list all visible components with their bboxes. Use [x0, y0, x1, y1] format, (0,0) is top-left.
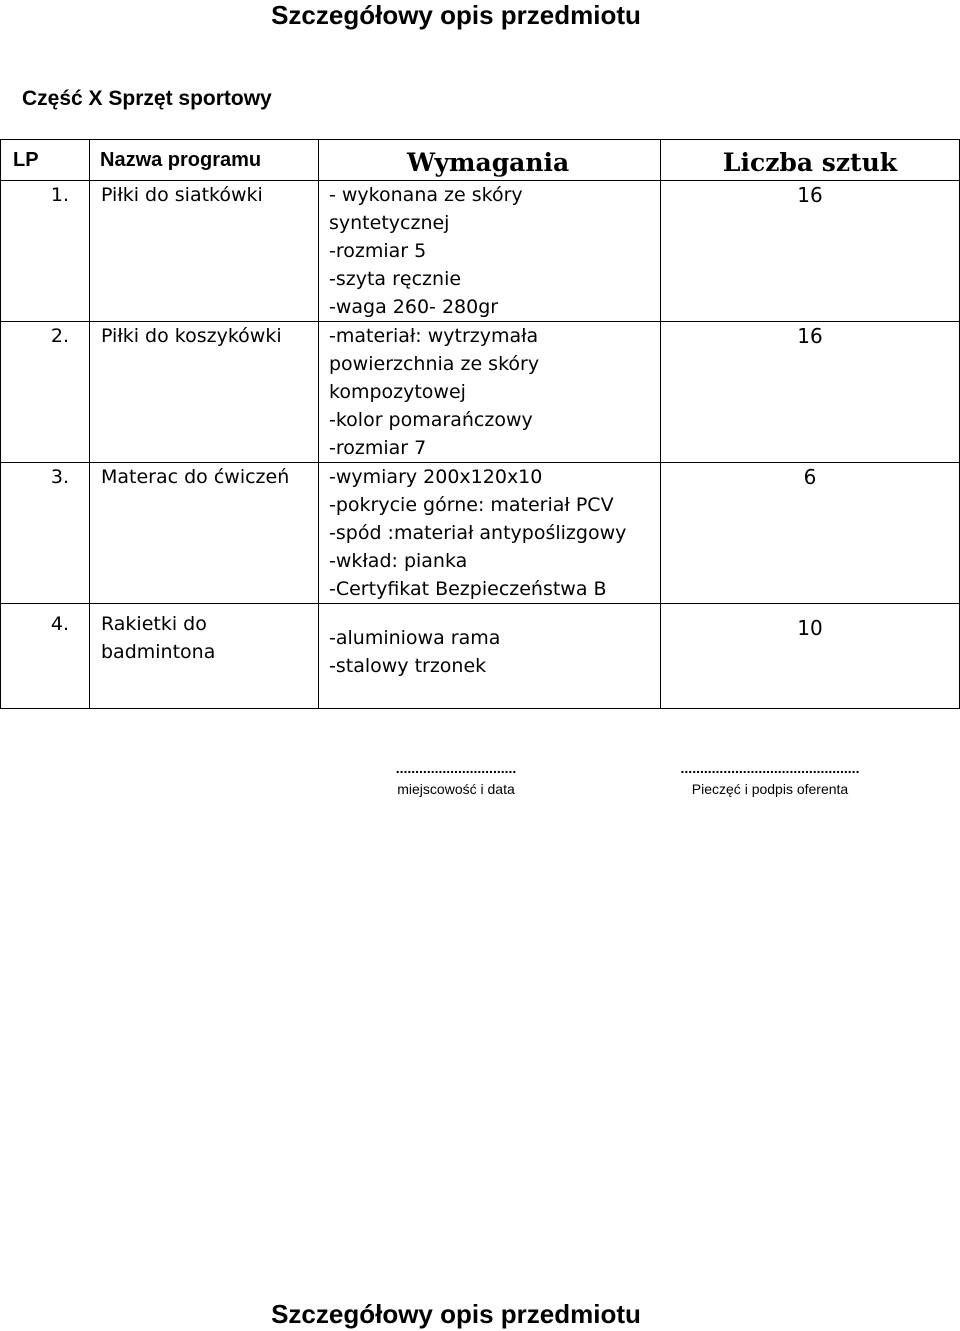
header-quantity: Liczba sztuk: [661, 140, 960, 181]
signature-dots: ...............................: [395, 760, 517, 776]
row-quantity: 6: [661, 463, 960, 604]
row-lp: 2.: [1, 322, 90, 463]
requirement-line: -waga 260- 280gr: [329, 296, 499, 318]
signature-stamp: [640, 760, 900, 798]
row-quantity: 16: [661, 322, 960, 463]
requirement-line: - wykonana ze skóry: [329, 184, 523, 206]
requirement-line: -materiał: wytrzymała: [329, 325, 539, 347]
footer-title: Szczegółowy opis przedmiotu: [271, 1299, 641, 1329]
section-heading: Część X Sprzęt sportowy: [22, 87, 272, 110]
row-lp: 3.: [1, 463, 90, 604]
requirement-line: -pokrycie górne: materiał PCV: [329, 494, 614, 516]
table-header-row: [1, 140, 960, 181]
header-name: Nazwa programu: [90, 140, 319, 181]
requirement-line: -wkład: pianka: [329, 550, 468, 572]
row-requirements: [319, 463, 661, 604]
specification-table: [0, 139, 960, 709]
signature-label: Pieczęć i podpis oferenta: [691, 781, 849, 797]
header-lp: LP: [1, 140, 90, 181]
row-name-line: Rakietki do: [101, 613, 207, 635]
requirement-line: syntetycznej: [329, 212, 450, 234]
table-row: [1, 181, 960, 322]
signature-label: miejscowość i data: [397, 781, 515, 797]
row-requirements: [319, 604, 661, 709]
requirement-line: -rozmiar 5: [329, 240, 427, 262]
row-name: Piłki do koszykówki: [90, 322, 319, 463]
header-requirements: Wymagania: [319, 140, 661, 181]
row-lp: 1.: [1, 181, 90, 322]
requirement-line: powierzchnia ze skóry: [329, 353, 540, 375]
row-lp: 4.: [1, 604, 90, 709]
requirement-line: kompozytowej: [329, 381, 466, 403]
requirement-line: -rozmiar 7: [329, 437, 427, 459]
signature-place-date: [336, 760, 576, 798]
requirement-line: -stalowy trzonek: [329, 655, 487, 677]
table-row: [1, 322, 960, 463]
requirement-line: -Certyfikat Bezpieczeństwa B: [329, 578, 607, 600]
row-name: Materac do ćwiczeń: [90, 463, 319, 604]
table-row: [1, 604, 960, 709]
row-name: [90, 604, 319, 709]
row-name-line: badmintona: [101, 641, 216, 663]
requirement-line: -spód :materiał antypoślizgowy: [329, 522, 627, 544]
table-row: [1, 463, 960, 604]
row-requirements: [319, 322, 661, 463]
document-title: Szczegółowy opis przedmiotu: [271, 0, 641, 30]
row-quantity: 10: [661, 604, 960, 709]
row-requirements: [319, 181, 661, 322]
requirement-line: -wymiary 200x120x10: [329, 466, 543, 488]
row-quantity: 16: [661, 181, 960, 322]
requirement-line: -szyta ręcznie: [329, 268, 462, 290]
signature-dots: ..............................................: [680, 760, 860, 776]
requirement-line: -kolor pomarańczowy: [329, 409, 533, 431]
requirement-line: -aluminiowa rama: [329, 627, 501, 649]
row-name: Piłki do siatkówki: [90, 181, 319, 322]
